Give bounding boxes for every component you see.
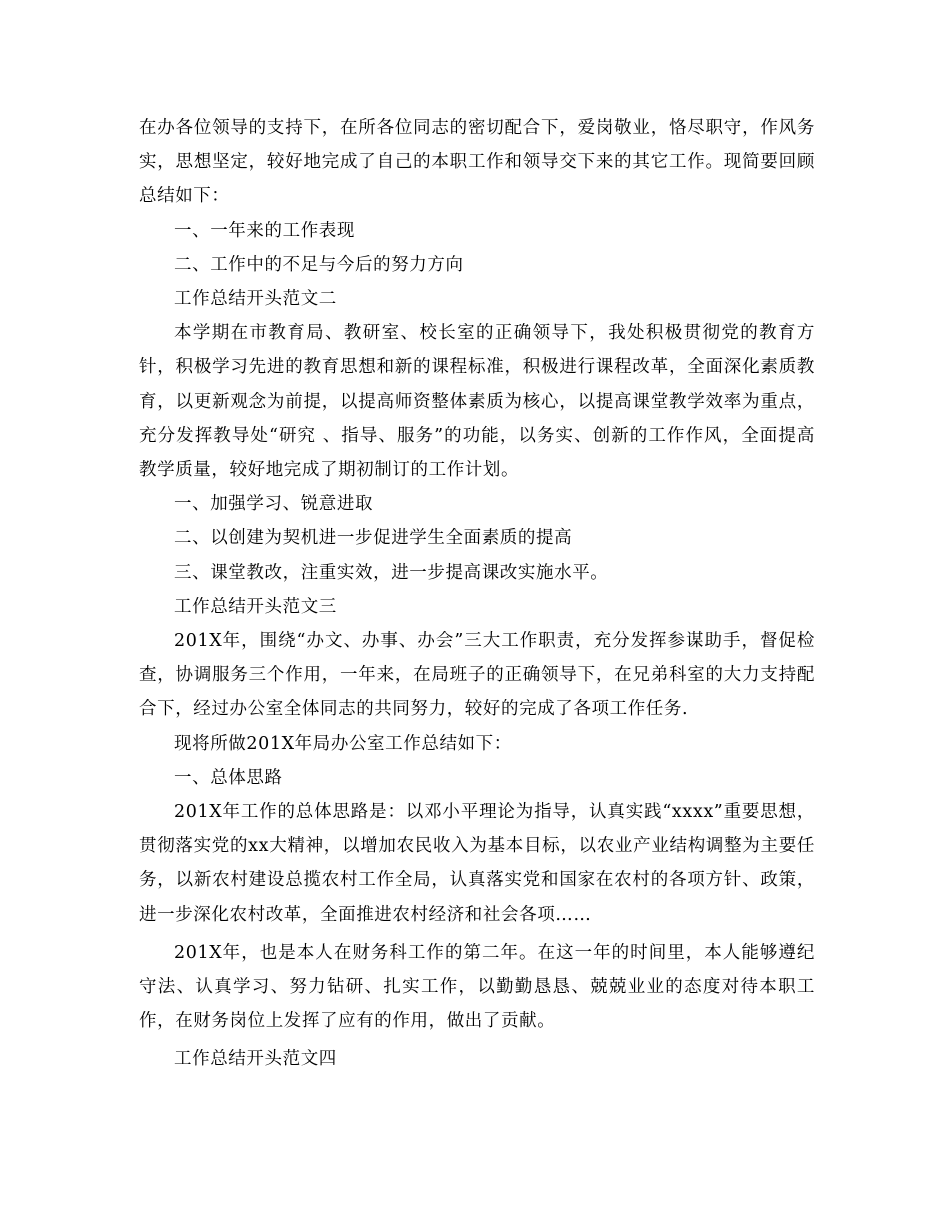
section-title: 工作总结开头范文二 [174, 289, 337, 310]
paragraph-intro: 在办各位领导的支持下，在所各位同志的密切配合下，爱岗敬业，恪尽职守，作风务实，思想坚定，较好地完成了自己的本职工作和领导交下来的其它工作。现简要回顾总结如下： [139, 118, 815, 207]
paragraph-heading: 一、加强学习、锐意进取 [174, 494, 374, 515]
paragraph-heading: 二、以创建为契机进一步促进学生全面素质的提高 [174, 528, 573, 549]
paragraph-body: 本学期在市教育局、教研室、校长室的正确领导下，我处积极贯彻党的教育方针，积极学习先进的教育思想和新的课程标准，积极进行课程改革，全面深化素质教育，以更新观念为前提，以提高师资整体素质为核心，以提高课堂教学效率为重点，充分发挥教导处“研究 、指导、服务”的功能，以务实、创新的工作作风，全面提高教学质量，较好地完成了期初制订的工作计划。 [139, 323, 815, 481]
paragraph-body: 现将所做201X年局办公室工作总结如下： [174, 733, 512, 754]
section-title: 工作总结开头范文三 [174, 596, 337, 617]
paragraph-heading: 一、总体思路 [174, 767, 283, 788]
paragraph-heading: 二、工作中的不足与今后的努力方向 [174, 254, 464, 275]
paragraph-body: 201X年，也是本人在财务科工作的第二年。在这一年的时间里，本人能够遵纪守法、认真学习、努力钻研、扎实工作，以勤勤恳恳、兢兢业业的态度对待本职工作，在财务岗位上发挥了应有的作用，做出了贡献。 [139, 942, 815, 1032]
section-title: 工作总结开头范文四 [174, 1049, 337, 1070]
paragraph-heading: 三、课堂教改，注重实效，进一步提高课改实施水平。 [174, 562, 609, 583]
paragraph-body: 201X年，围绕“办文、办事、办会”三大工作职责，充分发挥参谋助手，督促检查，协调服务三个作用，一年来，在局班子的正确领导下，在兄弟科室的大力支持配合下，经过办公室全体同志的共同努力，较好的完成了各项工作任务. [139, 631, 815, 720]
document-body [139, 111, 815, 1077]
paragraph-heading: 一、一年来的工作表现 [174, 220, 355, 241]
paragraph-body: 201X年工作的总体思路是：以邓小平理论为指导，认真实践“xxxx”重要思想，贯彻落实党的xx大精神，以增加农民收入为基本目标，以农业产业结构调整为主要任务，以新农村建设总揽农村工作全局，认真落实党和国家在农村的各项方针、政策，进一步深化农村改革，全面推进农村经济和社会各项…… [139, 802, 815, 925]
